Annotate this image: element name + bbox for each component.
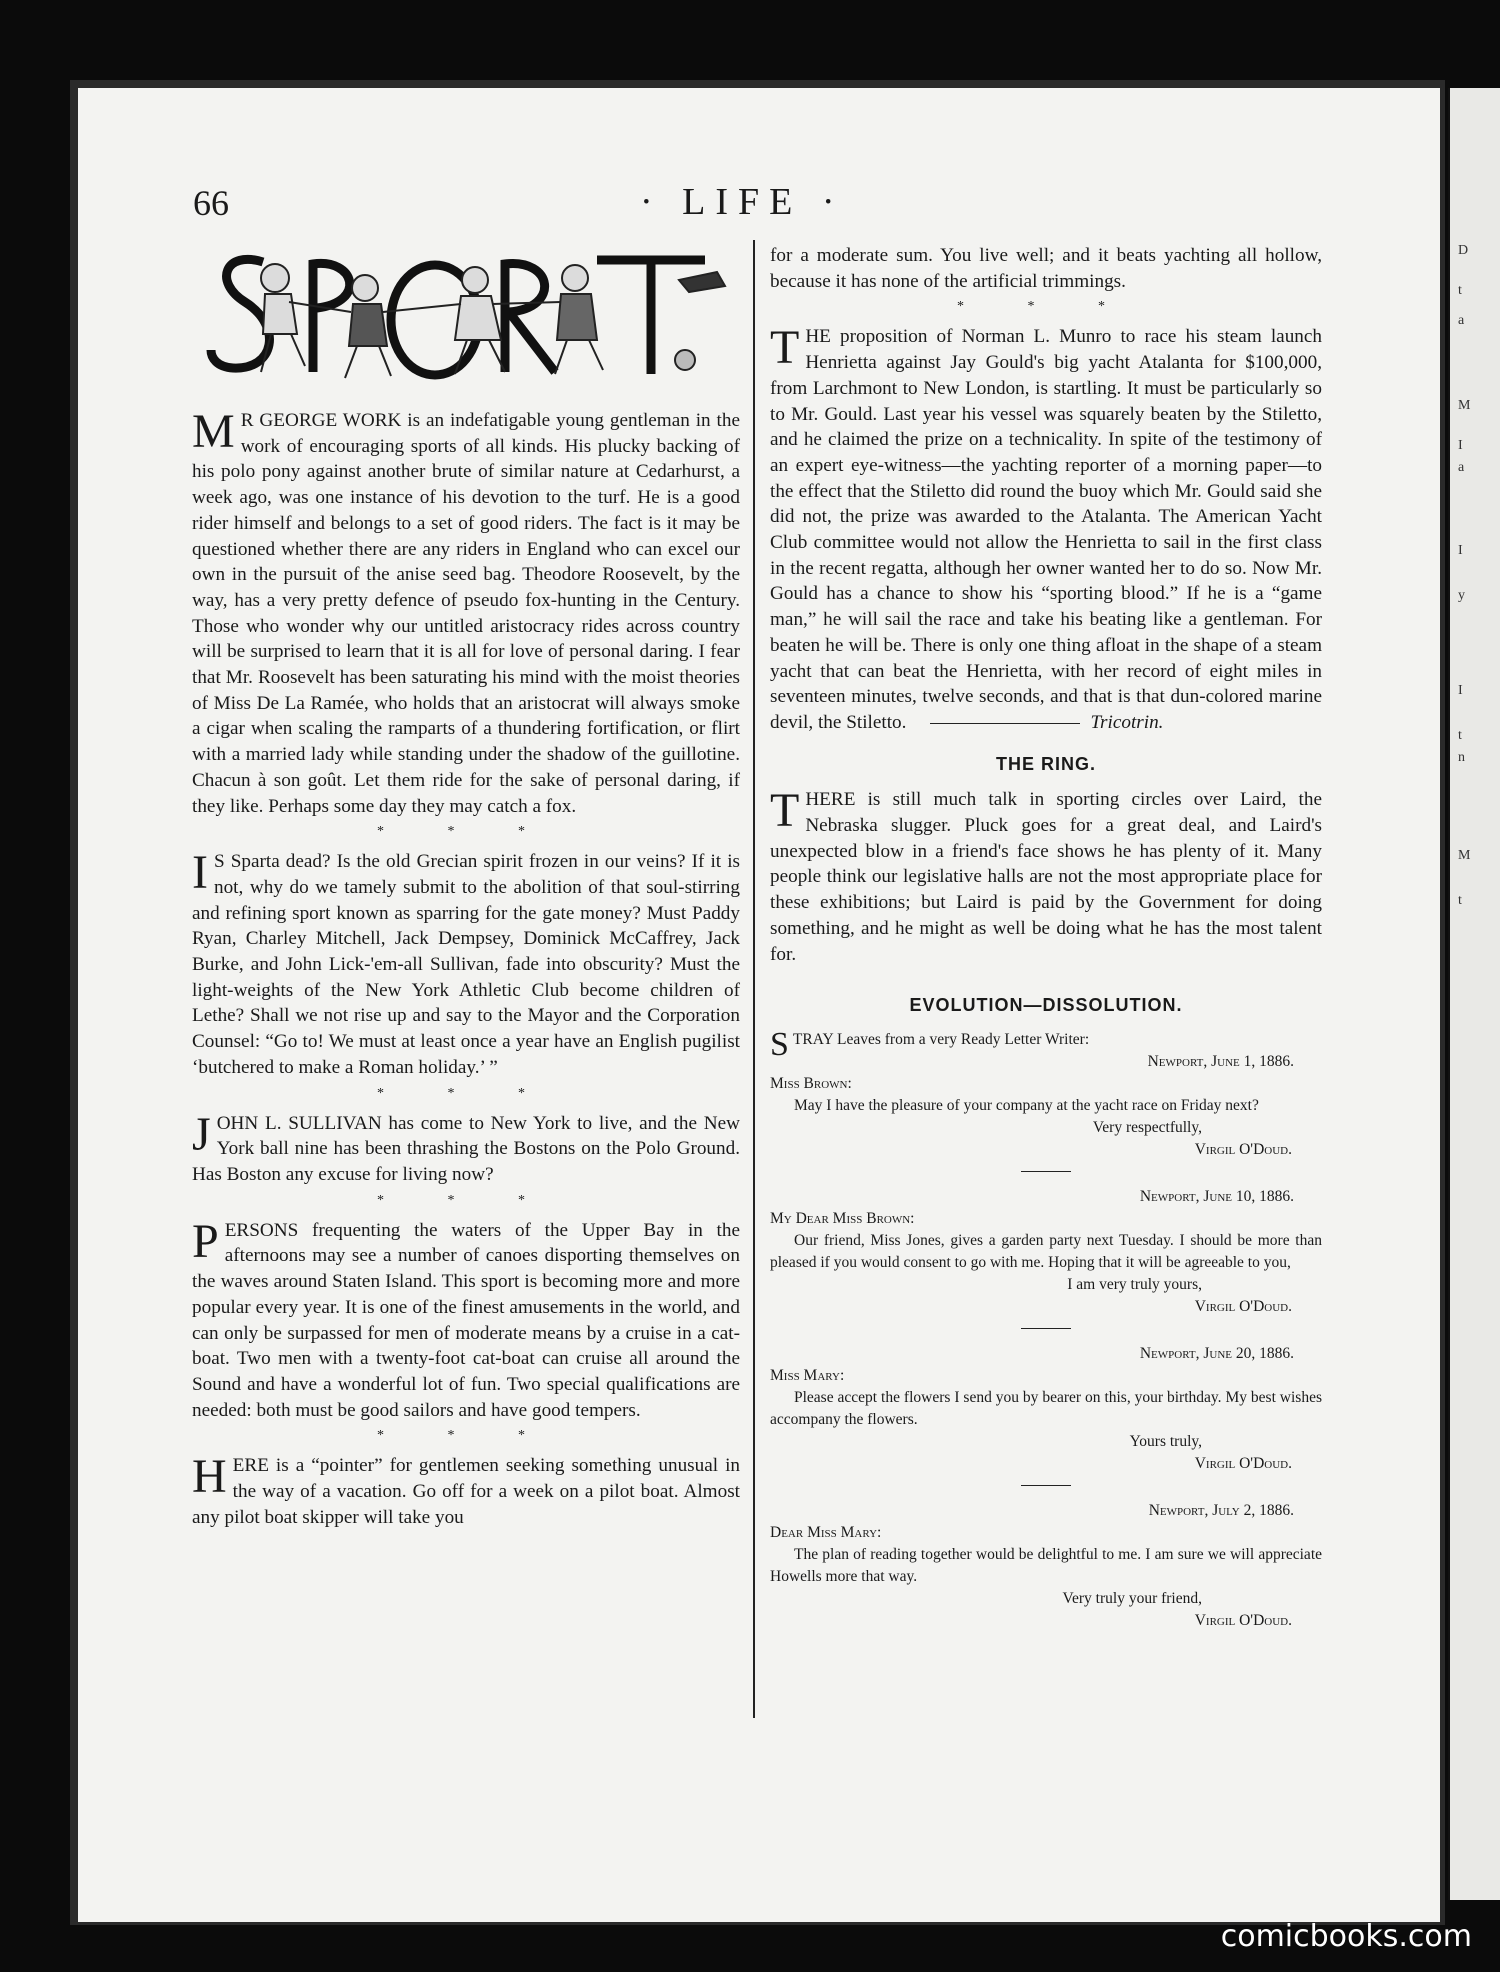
- letter-body: The plan of reading together would be delightful to me. I am sure we will appreciate Howells more that way.: [770, 1545, 1322, 1585]
- section-separator: * * *: [377, 824, 555, 840]
- drop-cap: H: [192, 1450, 227, 1504]
- letter-body: Please accept the flowers I send you by bearer on this, your birthday. My best wishes accompany the flowers.: [770, 1388, 1322, 1428]
- section-separator: * * *: [377, 1428, 555, 1444]
- letter-date: Newport, June 10, 1886.: [1139, 1187, 1294, 1205]
- letter-signer: Virgil O'Doud.: [1194, 1454, 1292, 1472]
- drop-cap: S: [770, 1025, 789, 1063]
- drop-cap: M: [192, 405, 235, 458]
- paragraph-text: ERSONS frequenting the waters of the Upper Bay in the afternoons may see a number of canoes disporting themselves on the waves around Staten Island. This sport is becoming more and more popular every year. It is one of the finest amusements in the world, and can only be surpassed for men of moderate means by a cruise in a cat-boat. Two men with a twenty-foot cat-boat can cruise all around the Sound and have a wonderful lot of fun. Two special qualifications are needed: both must be good sailors and have good tempers.: [192, 1219, 740, 1421]
- letter-signer: Virgil O'Doud.: [1194, 1140, 1292, 1158]
- right-column: [770, 243, 1322, 1632]
- adjacent-page-edge: [1448, 88, 1500, 1900]
- letter-salutation: Miss Brown:: [770, 1074, 852, 1092]
- section-separator: * * *: [377, 1085, 555, 1101]
- letter: [770, 1343, 1322, 1475]
- column-divider: [753, 240, 755, 1718]
- drop-cap: I: [192, 846, 208, 900]
- letter-divider: [1021, 1328, 1071, 1329]
- edge-letter: t: [1458, 893, 1462, 908]
- paragraph-text: R GEORGE WORK is an indefatigable young gentleman in the work of encouraging sports of all kinds. His plucky backing of his polo pony against another brute of similar nature at Cedarhurst, a week ago, was one instance of his devotion to the turf. He is a good rider himself and belongs to a set of good riders. The fact is it may be questioned whether there are any riders in England who can excel our own in the pursuit of the anise seed bag. Theodore Roosevelt, by the way, has a very pretty defence of pseudo fox-hunting in the Century. Those who wonder why our untitled aristocracy rides across country will be surprised to learn that it is all for love of personal daring. I fear that Mr. Roosevelt has been saturating his mind with the moist theories of Miss De La Ramée, who holds that an aristocrat will always smoke a cigar when scaling the ramparts of a thundering fortification, or flirt with a married lady while standing under the shadow of the guillotine. Chacun à son goût. Let them ride for the sake of personal daring, if they like. Perhaps some day they may catch a fox.: [192, 410, 740, 817]
- letter-closing: Very truly your friend,: [1062, 1589, 1202, 1607]
- sport-title-illustration: [205, 242, 735, 390]
- letter-body: May I have the pleasure of your company at the yacht race on Friday next?: [794, 1096, 1259, 1114]
- drop-cap: P: [192, 1214, 219, 1268]
- article-munro-race: [770, 321, 1322, 735]
- edge-letter: t: [1458, 728, 1462, 743]
- section-separator: * * *: [377, 1192, 555, 1208]
- edge-letter: t: [1458, 283, 1462, 298]
- edge-letter: D: [1458, 243, 1469, 258]
- edge-letter: I: [1458, 543, 1463, 558]
- edge-letter: I: [1458, 683, 1463, 698]
- article-laird: [770, 784, 1322, 967]
- edge-letter: I: [1458, 438, 1463, 453]
- letter: [770, 1051, 1322, 1161]
- letter-salutation: My Dear Miss Brown:: [770, 1209, 915, 1227]
- letter-closing: Very respectfully,: [1092, 1118, 1202, 1136]
- letter-closing: Yours truly,: [1129, 1432, 1202, 1450]
- letter-divider: [1021, 1485, 1071, 1486]
- letter-salutation: Dear Miss Mary:: [770, 1523, 882, 1541]
- letter-date: Newport, June 1, 1886.: [1147, 1052, 1294, 1070]
- edge-letter: y: [1458, 588, 1465, 603]
- article-george-work: [192, 405, 740, 819]
- letter: [770, 1186, 1322, 1318]
- pilot-boat-continuation: for a moderate sum. You live well; and it beats yachting all hollow, because it has none of the artificial trimmings.: [770, 245, 1322, 292]
- intro-text: TRAY Leaves from a very Ready Letter Writer:: [792, 1030, 1090, 1048]
- source-watermark: comicbooks.com: [1220, 1919, 1472, 1954]
- paragraph-text: S Sparta dead? Is the old Grecian spirit frozen in our veins? If it is not, why do we tamely submit to the abolition of that soul-stirring and refining sport known as sparring for the gate money? Must Paddy Ryan, Charley Mitchell, Jack Dempsey, Dominick McCaffrey, Jack Burke, and John Lick-'em-all Sullivan, fade into obscurity? Must the light-weights of the New York Athletic Club become children of Lethe? Shall we not rise up and say to the Mayor and the Corporation Counsel: “Go to! We must at least once a year have an English pugilist ‘butchered to make a Roman holiday.’ ”: [192, 851, 740, 1078]
- article-sullivan: [192, 1107, 740, 1188]
- section-separator: * * *: [957, 299, 1135, 315]
- section-heading-evolution: EVOLUTION—DISSOLUTION.: [909, 995, 1183, 1016]
- edge-letter: a: [1458, 460, 1465, 475]
- author-signature: Tricotrin.: [1090, 711, 1164, 733]
- letter-sequence: [770, 1025, 1322, 1632]
- drop-cap: T: [770, 321, 800, 375]
- article-sparta: [192, 846, 740, 1080]
- paragraph-text: HE proposition of Norman L. Munro to race his steam launch Henrietta against Jay Gould's big yacht Atalanta for $100,000, from Larchmont to New London, is startling. It must be particularly so to Mr. Gould. Last year his vessel was squarely beaten by the Stiletto, and he claimed the prize on a technicality. In spite of the testimony of an expert eye-witness—the yachting reporter of a morning paper—to the effect that the Stiletto did round the buoy which Mr. Gould said she did not, the prize was awarded to the Atalanta. The American Yacht Club committee would not allow the Henrietta to sail in the first class in the recent regatta, although her owner wanted her to do so. Now Mr. Gould has a chance to show his “sporting blood.” If he is a “game man,” he will sail the race and take his beating like a gentleman. For beaten he will be. There is only one thing afloat in the shape of a steam yacht that can beat the Henrietta, with her record of eight miles in seventeen minutes, twelve seconds, and that is that dun-colored marine devil, the Stiletto.: [770, 326, 1322, 733]
- letter-salutation: Miss Mary:: [770, 1366, 845, 1384]
- letter-closing: I am very truly yours,: [1067, 1275, 1202, 1293]
- paragraph-text: OHN L. SULLIVAN has come to New York to live, and the New York ball nine has been thrashing the Bostons on the Polo Ground. Has Boston any excuse for living now?: [192, 1112, 740, 1185]
- letter-divider: [1021, 1171, 1071, 1172]
- masthead-title: · LIFE ·: [640, 181, 845, 223]
- paragraph-text: HERE is still much talk in sporting circles over Laird, the Nebraska slugger. Pluck goes for a great deal, and Laird's unexpected blow in a friend's face shows he has plenty of it. Many people think our legislative halls are not the most appropriate place for these exhibitions; but Laird is paid by the Government for doing something, and he might as well be doing what he has the most talent for.: [770, 789, 1322, 965]
- letter-signer: Virgil O'Doud.: [1194, 1297, 1292, 1315]
- drop-cap: J: [192, 1107, 211, 1161]
- letter-date: Newport, June 20, 1886.: [1139, 1344, 1294, 1362]
- article-pilot-boat: [192, 1450, 740, 1530]
- article-canoes: [192, 1214, 740, 1424]
- edge-letter: n: [1458, 750, 1465, 765]
- letter: [770, 1500, 1322, 1632]
- drop-cap: T: [770, 784, 800, 838]
- paragraph-text: ERE is a “pointer” for gentlemen seeking something unusual in the way of a vacation. Go off for a week on a pilot boat. Almost any pilot boat skipper will take you: [192, 1455, 740, 1528]
- letter-date: Newport, July 2, 1886.: [1148, 1501, 1294, 1519]
- edge-letter: a: [1458, 313, 1465, 328]
- left-column: [192, 405, 740, 1530]
- section-heading-ring: THE RING.: [995, 753, 1096, 774]
- edge-letter: M: [1458, 848, 1471, 863]
- page-number: 66: [193, 183, 229, 223]
- signature-rule: [930, 723, 1080, 724]
- letter-body: Our friend, Miss Jones, gives a garden party next Tuesday. I should be more than pleased if you would consent to go with me. Hoping that it will be agreeable to you,: [770, 1231, 1322, 1271]
- letter-signer: Virgil O'Doud.: [1194, 1611, 1292, 1629]
- edge-letter: M: [1458, 398, 1471, 413]
